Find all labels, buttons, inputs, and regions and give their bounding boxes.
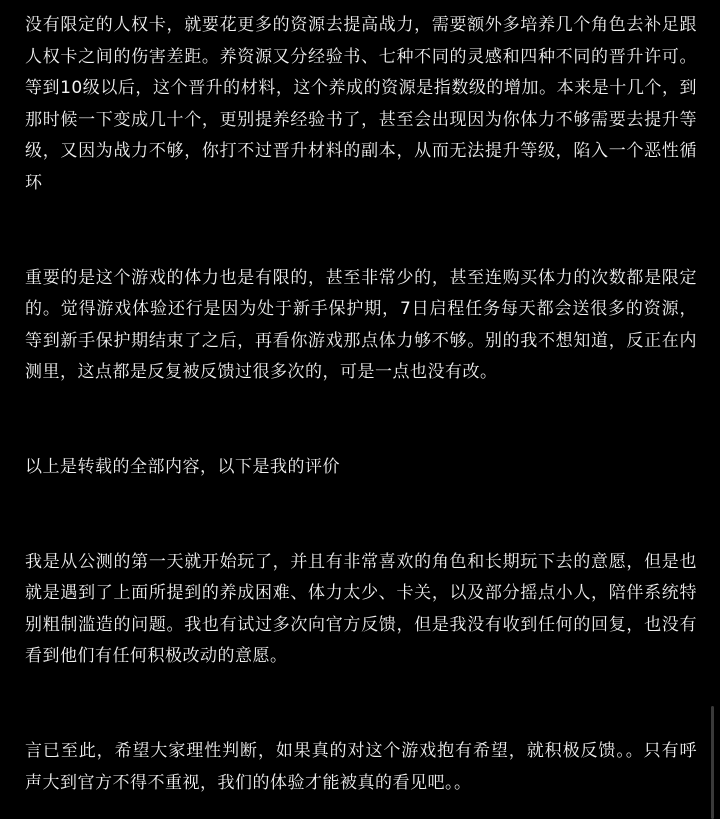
scrollbar-thumb[interactable] [711, 706, 714, 819]
paragraph-stamina-limit: 重要的是这个游戏的体力也是有限的，甚至非常少的，甚至连购买体力的次数都是限定的。觉得游戏体验还行是因为处于新手保护期，7日启程任务每天都会送很多的资源，等到新手保护期结束了之后，再看你游戏那点体力够不够。别的我不想知道，反正在内测里，这点都是反复被反馈过很多次的，可是一点也没有改。 [25, 267, 697, 383]
paragraph-personal-review: 我是从公测的第一天就开始玩了，并且有非常喜欢的角色和长期玩下去的意愿，但是也就是遇到了上面所提到的养成困难、体力太少、卡关，以及部分摇点小人，陪伴系统特别粗制滥造的问题。我也有试过多次向官方反馈，但是我没有收到任何的回复，也没有看到他们有任何积极改动的意愿。 [25, 551, 697, 667]
paragraph-resource-cost: 没有限定的人权卡，就要花更多的资源去提高战力，需要额外多培养几个角色去补足跟人权卡之间的伤害差距。养资源又分经验书、七种不同的灵感和四种不同的晋升许可。等到10级以后，这个晋升的材料，这个养成的资源是指数级的增加。本来是十几个，到那时候一下变成几十个，更别提养经验书了，甚至会出现因为你体力不够需要去提升等级，又因为战力不够，你打不过晋升材料的副本，从而无法提升等级，陷入一个恶性循环 [25, 15, 697, 193]
paragraph-transition: 以上是转载的全部内容，以下是我的评价 [25, 456, 340, 477]
article-body [25, 10, 697, 799]
paragraph-closing-call: 言已至此，希望大家理性判断，如果真的对这个游戏抱有希望，就积极反馈。。只有呼声大到官方不得不重视，我们的体验才能被真的看见吧。。 [25, 740, 697, 793]
